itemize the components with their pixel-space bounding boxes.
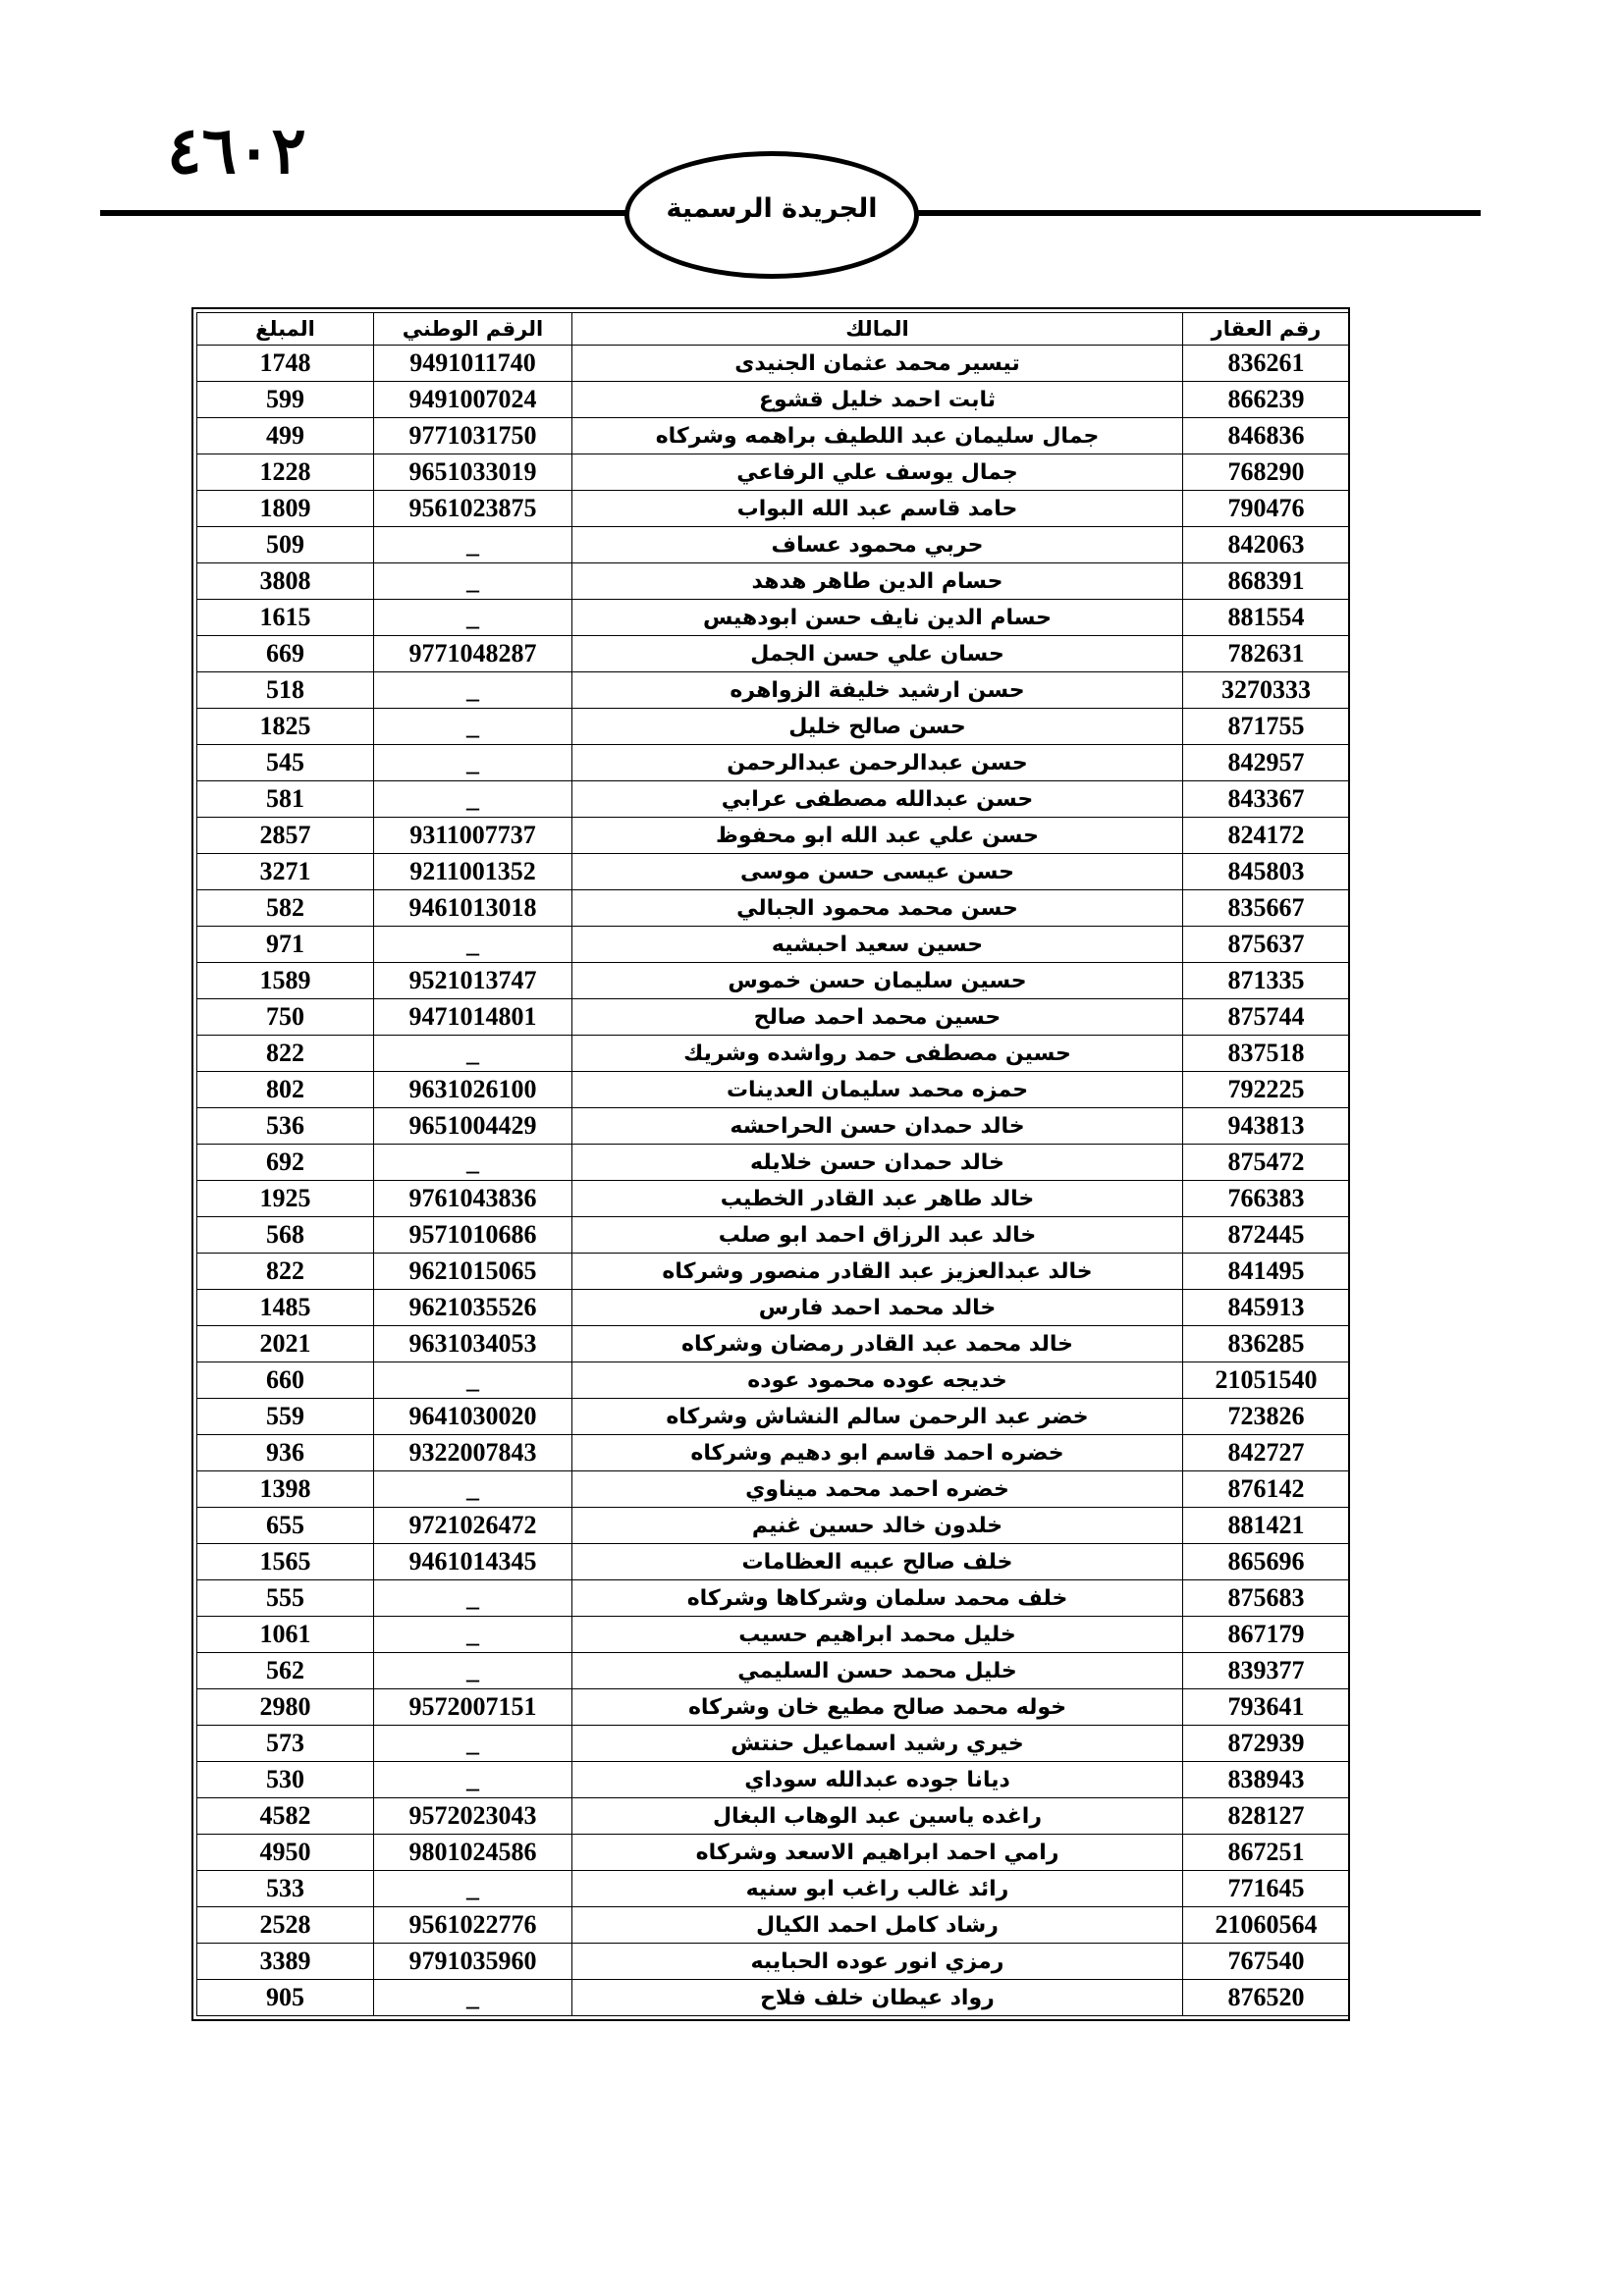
national-id-cell: _ (374, 1726, 572, 1762)
owner-name-cell: جمال يوسف علي الرفاعي (572, 454, 1183, 491)
table-row (197, 890, 1350, 927)
national-id-cell: 9651004429 (374, 1108, 572, 1145)
plot-number-cell: 836261 (1183, 346, 1350, 382)
amount-cell: 533 (197, 1871, 374, 1907)
owner-name-cell: خلف محمد سلمان وشركاها وشركاه (572, 1580, 1183, 1617)
table-row (197, 672, 1350, 709)
table-row (197, 1689, 1350, 1726)
plot-number-cell: 881554 (1183, 600, 1350, 636)
national-id-cell: 9471014801 (374, 999, 572, 1036)
table-row (197, 1072, 1350, 1108)
national-id-cell: 9651033019 (374, 454, 572, 491)
amount-cell: 582 (197, 890, 374, 927)
plot-number-cell: 21051540 (1183, 1362, 1350, 1399)
plot-number-cell: 835667 (1183, 890, 1350, 927)
plot-number-cell: 867251 (1183, 1835, 1350, 1871)
table-row (197, 1944, 1350, 1980)
owner-name-cell: رامي احمد ابراهيم الاسعد وشركاه (572, 1835, 1183, 1871)
table-row (197, 491, 1350, 527)
owner-name-cell: حسام الدين طاهر هدهد (572, 563, 1183, 600)
page-number: ٤٦٠٢ (167, 112, 306, 188)
owner-name-cell: خلدون خالد حسين غنيم (572, 1508, 1183, 1544)
table-row (197, 1907, 1350, 1944)
table-row (197, 1290, 1350, 1326)
national-id-cell: _ (374, 1617, 572, 1653)
plot-number-cell: 771645 (1183, 1871, 1350, 1907)
national-id-cell: _ (374, 1036, 572, 1072)
owner-name-cell: خضر عبد الرحمن سالم النشاش وشركاه (572, 1399, 1183, 1435)
column-header-owner: المالك (572, 313, 1183, 346)
owner-name-cell: خالد عبد الرزاق احمد ابو صلب (572, 1217, 1183, 1254)
table-row (197, 418, 1350, 454)
plot-number-cell: 872445 (1183, 1217, 1350, 1254)
table-row (197, 1399, 1350, 1435)
owner-name-cell: خلف صالح عبيه العظامات (572, 1544, 1183, 1580)
national-id-cell: 9771048287 (374, 636, 572, 672)
plot-number-cell: 875637 (1183, 927, 1350, 963)
owner-name-cell: تيسير محمد عثمان الجنيدى (572, 346, 1183, 382)
table-row (197, 1217, 1350, 1254)
national-id-cell: _ (374, 563, 572, 600)
owner-name-cell: خوله محمد صالح مطيع خان وشركاه (572, 1689, 1183, 1726)
national-id-cell: 9572007151 (374, 1689, 572, 1726)
owner-name-cell: رواد عيطان خلف فلاح (572, 1980, 1183, 2016)
plot-number-cell: 875472 (1183, 1145, 1350, 1181)
owner-name-cell: رائد غالب راغب ابو سنيه (572, 1871, 1183, 1907)
amount-cell: 1228 (197, 454, 374, 491)
table-row (197, 1980, 1350, 2016)
owner-name-cell: حسام الدين نايف حسن ابودهيس (572, 600, 1183, 636)
owner-name-cell: خالد عبدالعزيز عبد القادر منصور وشركاه (572, 1254, 1183, 1290)
national-id-cell: 9561023875 (374, 491, 572, 527)
table-row (197, 1036, 1350, 1072)
amount-cell: 1809 (197, 491, 374, 527)
national-id-cell: 9491007024 (374, 382, 572, 418)
owner-name-cell: خضره احمد قاسم ابو دهيم وشركاه (572, 1435, 1183, 1471)
table-row (197, 1653, 1350, 1689)
amount-cell: 905 (197, 1980, 374, 2016)
amount-cell: 822 (197, 1254, 374, 1290)
plot-number-cell: 845913 (1183, 1290, 1350, 1326)
plot-number-cell: 866239 (1183, 382, 1350, 418)
national-id-cell: _ (374, 1471, 572, 1508)
plot-number-cell: 792225 (1183, 1072, 1350, 1108)
owner-name-cell: رشاد كامل احمد الكيال (572, 1907, 1183, 1944)
national-id-cell: 9572023043 (374, 1798, 572, 1835)
table-row (197, 527, 1350, 563)
owner-name-cell: خالد طاهر عبد القادر الخطيب (572, 1181, 1183, 1217)
owner-name-cell: حسن عيسى حسن موسى (572, 854, 1183, 890)
owner-name-cell: حسين مصطفى حمد رواشده وشريك (572, 1036, 1183, 1072)
amount-cell: 568 (197, 1217, 374, 1254)
owner-name-cell: جمال سليمان عبد اللطيف براهمه وشركاه (572, 418, 1183, 454)
table-row (197, 1145, 1350, 1181)
national-id-cell: _ (374, 600, 572, 636)
amount-cell: 1615 (197, 600, 374, 636)
table-row (197, 1617, 1350, 1653)
records-table-frame (191, 307, 1350, 2021)
table-row (197, 1181, 1350, 1217)
owner-name-cell: خالد محمد عبد القادر رمضان وشركاه (572, 1326, 1183, 1362)
national-id-cell: _ (374, 527, 572, 563)
plot-number-cell: 790476 (1183, 491, 1350, 527)
plot-number-cell: 3270333 (1183, 672, 1350, 709)
table-row (197, 781, 1350, 818)
plot-number-cell: 837518 (1183, 1036, 1350, 1072)
plot-number-cell: 21060564 (1183, 1907, 1350, 1944)
amount-cell: 655 (197, 1508, 374, 1544)
column-header-plot: رقم العقار (1183, 313, 1350, 346)
amount-cell: 536 (197, 1108, 374, 1145)
table-row (197, 745, 1350, 781)
national-id-cell: _ (374, 927, 572, 963)
plot-number-cell: 845803 (1183, 854, 1350, 890)
national-id-cell: _ (374, 1362, 572, 1399)
table-row (197, 1108, 1350, 1145)
amount-cell: 518 (197, 672, 374, 709)
amount-cell: 499 (197, 418, 374, 454)
records-table (196, 312, 1350, 2016)
national-id-cell: _ (374, 1580, 572, 1617)
column-header-amount: المبلغ (197, 313, 374, 346)
plot-number-cell: 865696 (1183, 1544, 1350, 1580)
owner-name-cell: خيري رشيد اسماعيل حنتش (572, 1726, 1183, 1762)
national-id-cell: _ (374, 1980, 572, 2016)
national-id-cell: 9491011740 (374, 346, 572, 382)
owner-name-cell: حسن صالح خليل (572, 709, 1183, 745)
owner-name-cell: حسن عبدالله مصطفى عرابي (572, 781, 1183, 818)
owner-name-cell: حامد قاسم عبد الله البواب (572, 491, 1183, 527)
plot-number-cell: 824172 (1183, 818, 1350, 854)
national-id-cell: 9771031750 (374, 418, 572, 454)
amount-cell: 559 (197, 1399, 374, 1435)
table-row (197, 963, 1350, 999)
amount-cell: 692 (197, 1145, 374, 1181)
plot-number-cell: 867179 (1183, 1617, 1350, 1653)
national-id-cell: 9801024586 (374, 1835, 572, 1871)
plot-number-cell: 876520 (1183, 1980, 1350, 2016)
owner-name-cell: ديانا جوده عبدالله سوداي (572, 1762, 1183, 1798)
owner-name-cell: خضره احمد محمد ميناوي (572, 1471, 1183, 1508)
amount-cell: 2980 (197, 1689, 374, 1726)
table-row (197, 927, 1350, 963)
national-id-cell: 9521013747 (374, 963, 572, 999)
owner-name-cell: ثابت احمد خليل قشوع (572, 382, 1183, 418)
national-id-cell: 9322007843 (374, 1435, 572, 1471)
national-id-cell: 9621035526 (374, 1290, 572, 1326)
amount-cell: 2528 (197, 1907, 374, 1944)
plot-number-cell: 871755 (1183, 709, 1350, 745)
owner-name-cell: حسن محمد محمود الجبالي (572, 890, 1183, 927)
national-id-cell: 9561022776 (374, 1907, 572, 1944)
plot-number-cell: 793641 (1183, 1689, 1350, 1726)
header-ellipse (624, 151, 919, 279)
table-row (197, 999, 1350, 1036)
amount-cell: 3808 (197, 563, 374, 600)
national-id-cell: _ (374, 672, 572, 709)
national-id-cell: 9461014345 (374, 1544, 572, 1580)
plot-number-cell: 943813 (1183, 1108, 1350, 1145)
table-row (197, 818, 1350, 854)
amount-cell: 3271 (197, 854, 374, 890)
owner-name-cell: حسن عبدالرحمن عبدالرحمن (572, 745, 1183, 781)
amount-cell: 555 (197, 1580, 374, 1617)
plot-number-cell: 876142 (1183, 1471, 1350, 1508)
owner-name-cell: خديجه عوده محمود عوده (572, 1362, 1183, 1399)
national-id-cell: 9631026100 (374, 1072, 572, 1108)
national-id-cell: 9791035960 (374, 1944, 572, 1980)
owner-name-cell: حسان علي حسن الجمل (572, 636, 1183, 672)
table-row (197, 1471, 1350, 1508)
plot-number-cell: 841495 (1183, 1254, 1350, 1290)
plot-number-cell: 723826 (1183, 1399, 1350, 1435)
amount-cell: 562 (197, 1653, 374, 1689)
amount-cell: 1748 (197, 346, 374, 382)
amount-cell: 1061 (197, 1617, 374, 1653)
table-row (197, 1580, 1350, 1617)
plot-number-cell: 843367 (1183, 781, 1350, 818)
amount-cell: 750 (197, 999, 374, 1036)
table-row (197, 1326, 1350, 1362)
plot-number-cell: 842957 (1183, 745, 1350, 781)
table-row (197, 1435, 1350, 1471)
plot-number-cell: 838943 (1183, 1762, 1350, 1798)
amount-cell: 669 (197, 636, 374, 672)
table-row (197, 1762, 1350, 1798)
owner-name-cell: خالد حمدان حسن الحراحشه (572, 1108, 1183, 1145)
national-id-cell: _ (374, 709, 572, 745)
table-row (197, 1362, 1350, 1399)
national-id-cell: _ (374, 745, 572, 781)
amount-cell: 530 (197, 1762, 374, 1798)
amount-cell: 936 (197, 1435, 374, 1471)
national-id-cell: 9571010686 (374, 1217, 572, 1254)
national-id-cell: _ (374, 1871, 572, 1907)
amount-cell: 573 (197, 1726, 374, 1762)
amount-cell: 1589 (197, 963, 374, 999)
amount-cell: 4582 (197, 1798, 374, 1835)
amount-cell: 599 (197, 382, 374, 418)
owner-name-cell: حسن ارشيد خليفة الزواهره (572, 672, 1183, 709)
table-row (197, 1544, 1350, 1580)
national-id-cell: 9621015065 (374, 1254, 572, 1290)
amount-cell: 4950 (197, 1835, 374, 1871)
plot-number-cell: 875683 (1183, 1580, 1350, 1617)
amount-cell: 3389 (197, 1944, 374, 1980)
plot-number-cell: 782631 (1183, 636, 1350, 672)
owner-name-cell: خالد محمد احمد فارس (572, 1290, 1183, 1326)
table-row (197, 1508, 1350, 1544)
amount-cell: 660 (197, 1362, 374, 1399)
amount-cell: 802 (197, 1072, 374, 1108)
plot-number-cell: 842063 (1183, 527, 1350, 563)
amount-cell: 2021 (197, 1326, 374, 1362)
owner-name-cell: حسين سليمان حسن خموس (572, 963, 1183, 999)
plot-number-cell: 839377 (1183, 1653, 1350, 1689)
amount-cell: 1398 (197, 1471, 374, 1508)
amount-cell: 971 (197, 927, 374, 963)
table-header-row (197, 313, 1350, 346)
amount-cell: 581 (197, 781, 374, 818)
national-id-cell: 9631034053 (374, 1326, 572, 1362)
national-id-cell: 9211001352 (374, 854, 572, 890)
plot-number-cell: 836285 (1183, 1326, 1350, 1362)
amount-cell: 1925 (197, 1181, 374, 1217)
national-id-cell: 9311007737 (374, 818, 572, 854)
table-row (197, 1798, 1350, 1835)
amount-cell: 545 (197, 745, 374, 781)
amount-cell: 1565 (197, 1544, 374, 1580)
plot-number-cell: 875744 (1183, 999, 1350, 1036)
plot-number-cell: 768290 (1183, 454, 1350, 491)
amount-cell: 1485 (197, 1290, 374, 1326)
amount-cell: 2857 (197, 818, 374, 854)
plot-number-cell: 767540 (1183, 1944, 1350, 1980)
owner-name-cell: حمزه محمد سليمان العدينات (572, 1072, 1183, 1108)
table-row (197, 709, 1350, 745)
table-row (197, 454, 1350, 491)
amount-cell: 1825 (197, 709, 374, 745)
amount-cell: 509 (197, 527, 374, 563)
national-id-cell: _ (374, 1762, 572, 1798)
table-row (197, 346, 1350, 382)
owner-name-cell: خالد حمدان حسن خلايله (572, 1145, 1183, 1181)
table-row (197, 1871, 1350, 1907)
owner-name-cell: حربي محمود عساف (572, 527, 1183, 563)
national-id-cell: 9761043836 (374, 1181, 572, 1217)
owner-name-cell: خليل محمد حسن السليمي (572, 1653, 1183, 1689)
owner-name-cell: حسين محمد احمد صالح (572, 999, 1183, 1036)
table-row (197, 600, 1350, 636)
table-row (197, 636, 1350, 672)
table-row (197, 382, 1350, 418)
plot-number-cell: 842727 (1183, 1435, 1350, 1471)
plot-number-cell: 871335 (1183, 963, 1350, 999)
owner-name-cell: حسين سعيد احبشيه (572, 927, 1183, 963)
amount-cell: 822 (197, 1036, 374, 1072)
table-row (197, 1726, 1350, 1762)
plot-number-cell: 846836 (1183, 418, 1350, 454)
owner-name-cell: رمزي انور عوده الحبايبه (572, 1944, 1183, 1980)
table-row (197, 1254, 1350, 1290)
plot-number-cell: 881421 (1183, 1508, 1350, 1544)
plot-number-cell: 828127 (1183, 1798, 1350, 1835)
gazette-title: الجريدة الرسمية (666, 193, 878, 224)
table-body (197, 346, 1350, 2016)
plot-number-cell: 868391 (1183, 563, 1350, 600)
national-id-cell: 9641030020 (374, 1399, 572, 1435)
national-id-cell: 9461013018 (374, 890, 572, 927)
table-row (197, 1835, 1350, 1871)
plot-number-cell: 766383 (1183, 1181, 1350, 1217)
national-id-cell: _ (374, 1145, 572, 1181)
national-id-cell: 9721026472 (374, 1508, 572, 1544)
column-header-national-id: الرقم الوطني (374, 313, 572, 346)
owner-name-cell: حسن علي عبد الله ابو محفوظ (572, 818, 1183, 854)
table-row (197, 854, 1350, 890)
national-id-cell: _ (374, 1653, 572, 1689)
national-id-cell: _ (374, 781, 572, 818)
plot-number-cell: 872939 (1183, 1726, 1350, 1762)
table-row (197, 563, 1350, 600)
owner-name-cell: خليل محمد ابراهيم حسيب (572, 1617, 1183, 1653)
owner-name-cell: راغده ياسين عبد الوهاب البغال (572, 1798, 1183, 1835)
